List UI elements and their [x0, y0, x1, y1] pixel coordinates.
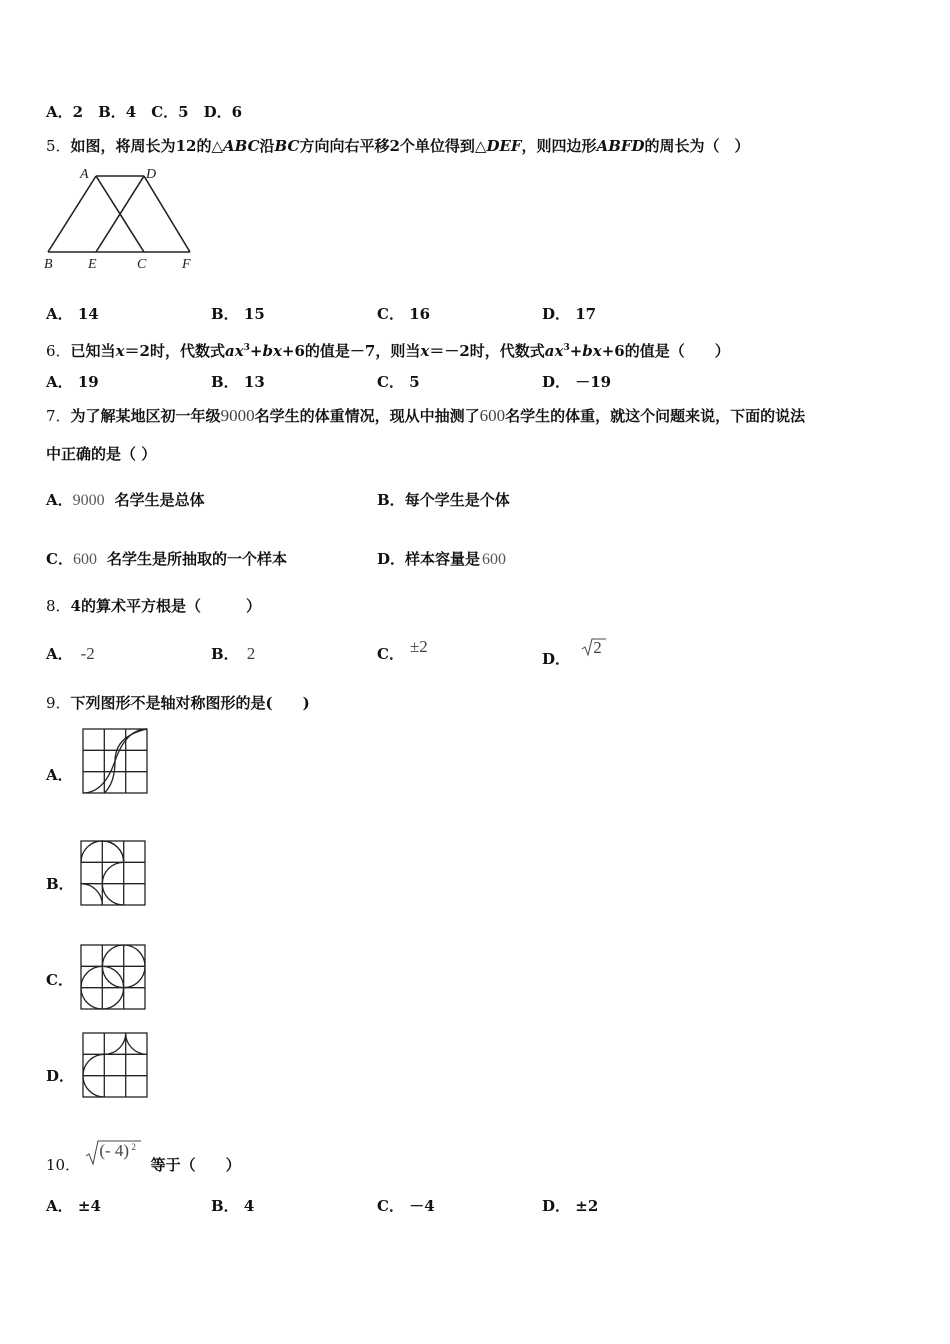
- q5-text-a: 如图，将周长为: [70, 137, 176, 155]
- label-D: D: [146, 167, 157, 182]
- q10-option-a[interactable]: A． ±4: [46, 1197, 101, 1215]
- q9-option-a[interactable]: A．: [46, 766, 73, 784]
- q8-option-c[interactable]: C． ±2: [377, 637, 428, 663]
- q9-figure-b: [80, 840, 146, 906]
- q7-option-c[interactable]: C． 600 名学生是所抽取的一个样本: [46, 550, 287, 568]
- q8-option-a[interactable]: A． -2: [46, 644, 95, 663]
- q7-option-a[interactable]: A． 9000 名学生是总体: [46, 491, 205, 509]
- sqrt-neg4-squared: (- 4) 2: [85, 1150, 141, 1170]
- q10-option-b[interactable]: B． 4: [211, 1197, 255, 1215]
- label-E: E: [88, 257, 97, 272]
- q8-option-d[interactable]: D． 2: [542, 644, 607, 669]
- q9-figure-c: [80, 944, 146, 1010]
- q9-figure-a: [82, 728, 148, 794]
- q5-text-b: 的△: [196, 137, 223, 155]
- q5-text-g: 的周长为（ ）: [644, 137, 750, 155]
- q5-text-d: 方向向右平移: [299, 137, 390, 155]
- sqrt-2: 2: [581, 638, 607, 658]
- q7-option-b[interactable]: B．每个学生是个体: [377, 491, 510, 509]
- q7-stem-line1: 7．为了解某地区初一年级9000名学生的体重情况，现从中抽测了600名学生的体重，就这个问题来说，下面的说法: [46, 406, 806, 425]
- q4-options: A．2 B．4 C．5 D．6: [46, 103, 243, 121]
- q6-option-d[interactable]: D． －19: [542, 373, 612, 391]
- q8-option-b[interactable]: B． 2: [211, 644, 256, 663]
- q5-abc: ABC: [222, 137, 260, 155]
- q5-option-d[interactable]: D． 17: [542, 305, 597, 323]
- q5-option-b[interactable]: B． 15: [211, 305, 265, 323]
- q6-option-c[interactable]: C． 5: [377, 373, 420, 391]
- label-F: F: [182, 257, 191, 272]
- q7-number: 7．: [46, 407, 71, 425]
- q10-option-d[interactable]: D． ±2: [542, 1197, 599, 1215]
- q6-stem: 6．已知当x＝2时，代数式$ax^3+bx+6$的值是－7，则当x＝－2时，代数式$ax^3+bx+6$的值是（ ）: [46, 342, 730, 360]
- q8-stem: 8．4的算术平方根是（ ）: [46, 597, 261, 615]
- q5-option-a[interactable]: A． 14: [46, 305, 99, 323]
- q7-stem-line2: 中正确的是（ ）: [46, 445, 157, 463]
- q5-stem: [46, 136, 750, 156]
- q5-text-f: ，则四边形: [521, 137, 597, 155]
- q9-option-b[interactable]: B．: [46, 875, 74, 893]
- q9-stem: 9．下列图形不是轴对称图形的是( ): [46, 694, 310, 712]
- q5-n12: 12: [175, 137, 197, 155]
- q9-figure-d: [82, 1032, 148, 1098]
- q7-option-d[interactable]: D．样本容量是 600: [377, 550, 507, 568]
- q5-def: DEF: [486, 137, 522, 155]
- label-B: B: [44, 257, 53, 272]
- q6-number: 6．: [46, 342, 71, 360]
- q9-option-c[interactable]: C．: [46, 971, 73, 989]
- q5-bc: BC: [274, 137, 300, 155]
- q6-option-b[interactable]: B． 13: [211, 373, 265, 391]
- q10-option-c[interactable]: C． －4: [377, 1197, 435, 1215]
- q5-translation-figure: [40, 164, 210, 274]
- q5-n2: 2: [389, 137, 400, 155]
- q5-abfd: ABFD: [596, 137, 645, 155]
- q5-option-c[interactable]: C． 16: [377, 305, 431, 323]
- q5-number: 5．: [46, 137, 71, 155]
- q5-text-c: 沿: [259, 137, 275, 155]
- q9-option-d[interactable]: D．: [46, 1067, 75, 1085]
- q10-stem: 10． (- 4) 2 等于（ ）: [46, 1150, 241, 1175]
- label-A: A: [80, 167, 89, 182]
- q5-text-e: 个单位得到△: [399, 137, 487, 155]
- q6-option-a[interactable]: A． 19: [46, 373, 99, 391]
- label-C: C: [137, 257, 147, 272]
